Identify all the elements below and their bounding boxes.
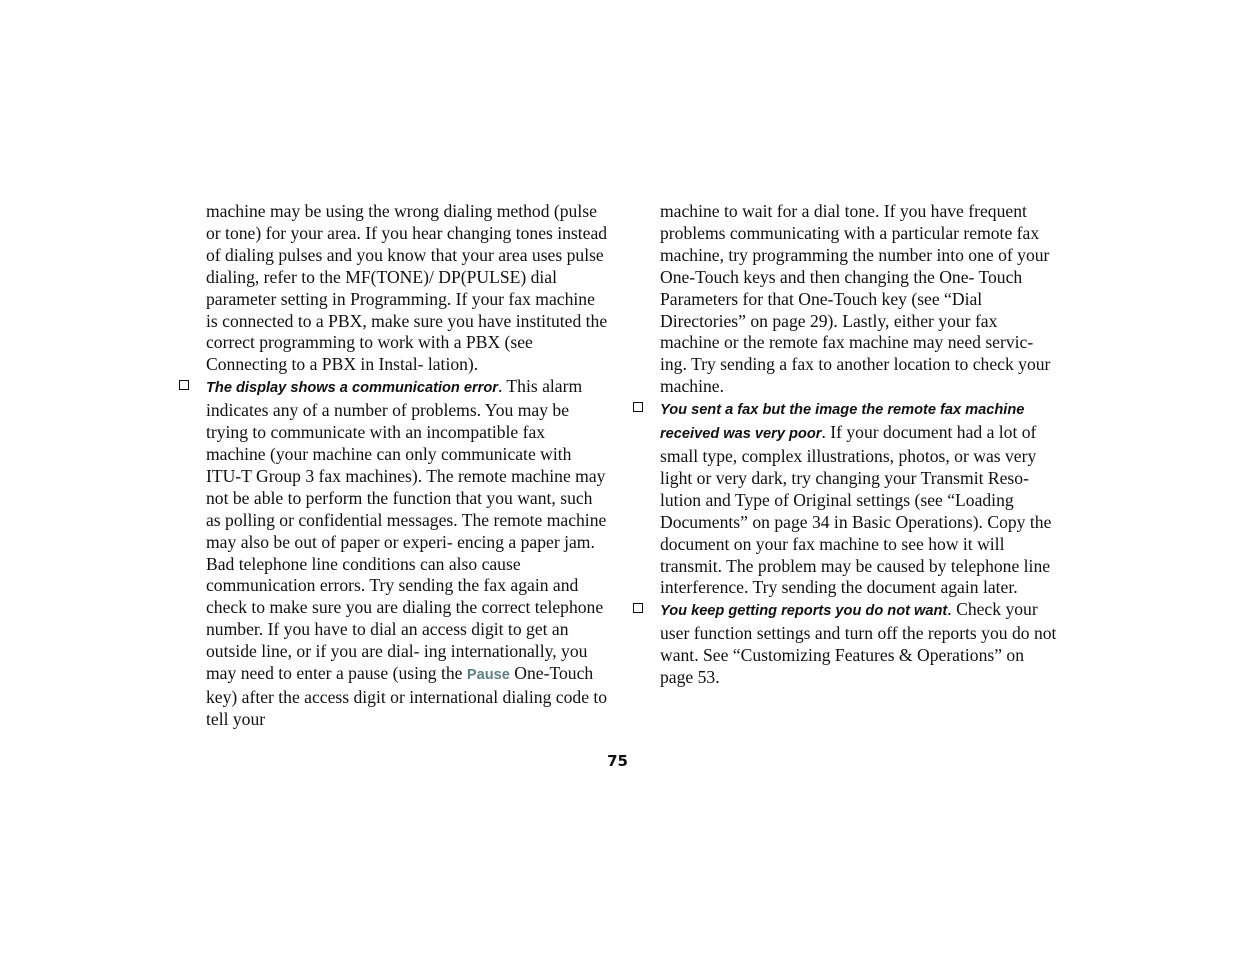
- checkbox-icon: [633, 402, 643, 412]
- list-item-body: . Check your user function settings and turn off the reports you do not want. See “Customizing Features & Operations” on page 53.: [660, 599, 1057, 688]
- list-item-text: [660, 398, 1060, 599]
- list-item-body: . If your document had a lot of small type, complex illustrations, photos, or was very light or very dark, try changing your Transmit Reso- lution and Type of Original settings (see “Loading Documents” on page 34 in Basic Operations). Copy the document on your fax machine to see how it will transmit. The problem may be caused by telephone line interference. Try sending the document again later.: [660, 422, 1052, 598]
- pause-key-label: Pause: [466, 667, 510, 684]
- list-item: [632, 398, 1060, 599]
- checkbox-icon: [633, 603, 643, 613]
- list-item: [178, 376, 608, 731]
- left-column: [178, 201, 608, 731]
- right-column: [632, 201, 1060, 689]
- page-number: 75: [607, 752, 628, 770]
- list-item: [632, 599, 1060, 689]
- list-item-body: . This alarm indicates any of a number of problems. You may be trying to communicate with an incompatible fax machine (your machine can only communicate with ITU-T Group 3 fax machines). The remote machine may not be able to perform the function that you want, such as polling or confidential messages. The remote machine may also be out of paper or experi- encing a paper jam. Bad telephone line conditions can also cause communication errors. Try sending the fax again and check to make sure you are dialing the correct telephone number. If you have to dial an access digit to get an outside line, or if you are dial- ing internationally, you may need to enter a pause (using the: [206, 376, 607, 684]
- list-item-text: [660, 599, 1060, 689]
- list-item-text: [206, 376, 608, 731]
- checkbox-icon: [179, 380, 189, 390]
- continuation-paragraph: machine may be using the wrong dialing method (pulse or tone) for your area. If you hear changing tones instead of dialing pulses and you know that your area uses pulse dialing, refer to the MF(TONE)/ DP(PULSE) dial parameter setting in Programming. If your fax machine is connected to a PBX, make sure you have instituted the correct programming to work with a PBX (see Connecting to a PBX in Instal- lation).: [206, 201, 608, 375]
- list-item-heading: You keep getting reports you do not want: [660, 603, 948, 620]
- list-item-body-continued: One-Touch key) after the access digit or international dialing code to tell your: [206, 663, 608, 729]
- list-item-heading: The display shows a communication error: [206, 380, 498, 397]
- list-item-heading: You sent a fax but the image the remote fax machine received was very poor: [660, 402, 1025, 443]
- continuation-paragraph: machine to wait for a dial tone. If you have frequent problems communicating with a particular remote fax machine, try programming the number into one of your One-Touch keys and then changing the One- Touch Parameters for that One-Touch key (see “Dial Directories” on page 29). Lastly, either your fax machine or the remote fax machine may need servic- ing. Try sending a fax to another location to check your machine.: [660, 201, 1051, 397]
